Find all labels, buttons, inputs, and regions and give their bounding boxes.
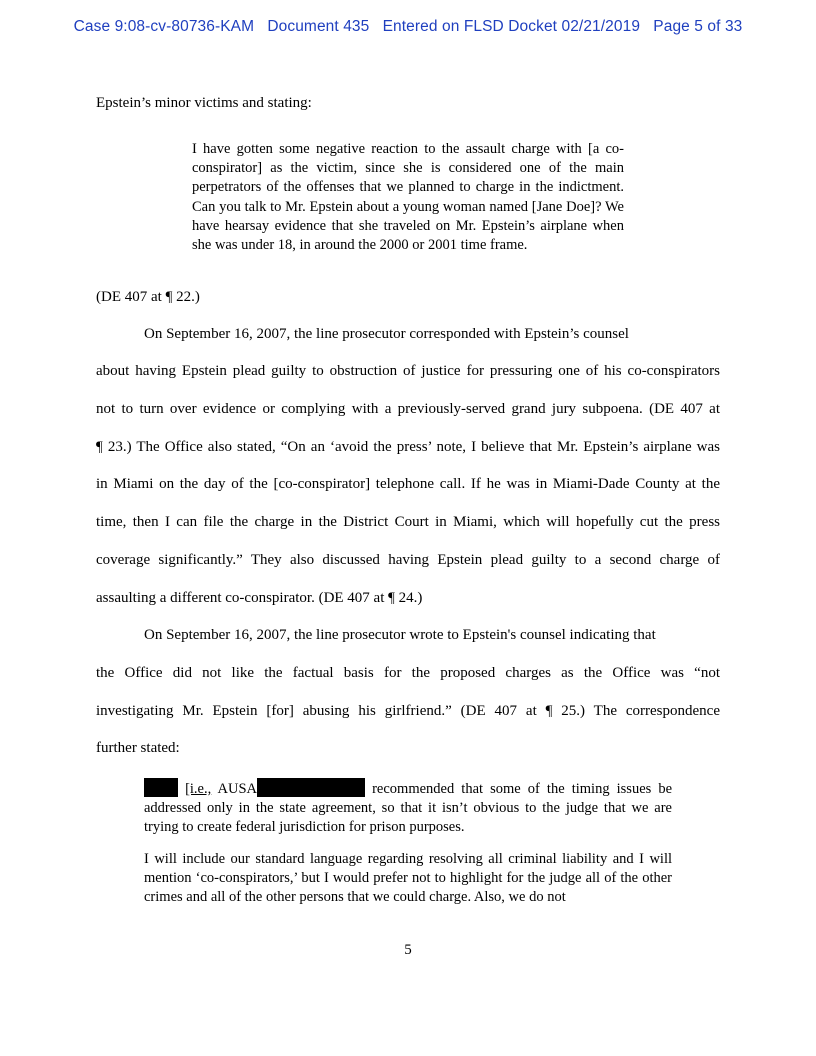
docket-header: Case 9:08-cv-80736-KAM Document 435 Entered on FLSD Docket 02/21/2019 Page 5 of 33 bbox=[73, 18, 743, 35]
redaction-box bbox=[144, 778, 178, 797]
para2-line-1: On September 16, 2007, the line prosecutor wrote to Epstein's counsel indicating that bbox=[144, 627, 656, 643]
para1-line-6: time, then I can file the charge in the District Court in Miami, which will hopefully cut the press bbox=[96, 514, 720, 530]
block-quote: I have gotten some negative reaction to the assault charge with [a co-conspirator] as the victim, since she is considered one of the main perpetrators of the offenses that we planned to charge in the indictment. Can you talk to Mr. Epstein about a young woman named [Jane Doe]? We have hearsay evidence that she traveled on Mr. Epstein’s airplane when she was under 18, in around the 2000 or 2001 time frame. bbox=[192, 141, 624, 254]
ausa-label: AUSA bbox=[217, 781, 258, 797]
block-quote-redacted bbox=[144, 778, 672, 838]
citation: (DE 407 at ¶ 22.) bbox=[96, 289, 200, 305]
quote2-text: recommended that some of the timing issues be addressed only in the state agreement, so that it isn’t obvious to the judge that we are trying to create federal jurisdiction for prison purposes. bbox=[144, 781, 673, 836]
para2-line-2: the Office did not like the factual basis for the proposed charges as the Office was “not bbox=[96, 665, 720, 681]
page-number: 5 bbox=[404, 942, 412, 958]
redaction-box bbox=[257, 778, 365, 797]
body-line: Epstein’s minor victims and stating: bbox=[96, 95, 312, 111]
ie-label: [i.e., bbox=[185, 781, 212, 797]
para2-line-3: investigating Mr. Epstein [for] abusing his girlfriend.” (DE 407 at ¶ 25.) The correspondence bbox=[96, 703, 720, 719]
para1-line-1: On September 16, 2007, the line prosecutor corresponded with Epstein’s counsel bbox=[144, 326, 629, 342]
para1-line-4: ¶ 23.) The Office also stated, “On an ‘avoid the press’ note, I believe that Mr. Epstein’s airplane was bbox=[96, 439, 720, 455]
para1-line-5: in Miami on the day of the [co-conspirator] telephone call. If he was in Miami-Dade County at the bbox=[96, 476, 720, 492]
block-quote: I will include our standard language regarding resolving all criminal liability and I will mention ‘co-conspirators,’ but I would prefer not to highlight for the judge all of the other crimes and all of the other persons that we could charge. Also, we do not bbox=[144, 851, 672, 906]
para1-line-2: about having Epstein plead guilty to obstruction of justice for pressuring one of his co-conspirators bbox=[96, 363, 720, 379]
para1-line-3: not to turn over evidence or complying with a previously-served grand jury subpoena. (DE 407 at bbox=[96, 401, 720, 417]
para1-line-8: assaulting a different co-conspirator. (DE 407 at ¶ 24.) bbox=[96, 590, 423, 606]
para1-line-7: coverage significantly.” They also discussed having Epstein plead guilty to a second charge of bbox=[96, 552, 720, 568]
para2-line-4: further stated: bbox=[96, 740, 180, 756]
